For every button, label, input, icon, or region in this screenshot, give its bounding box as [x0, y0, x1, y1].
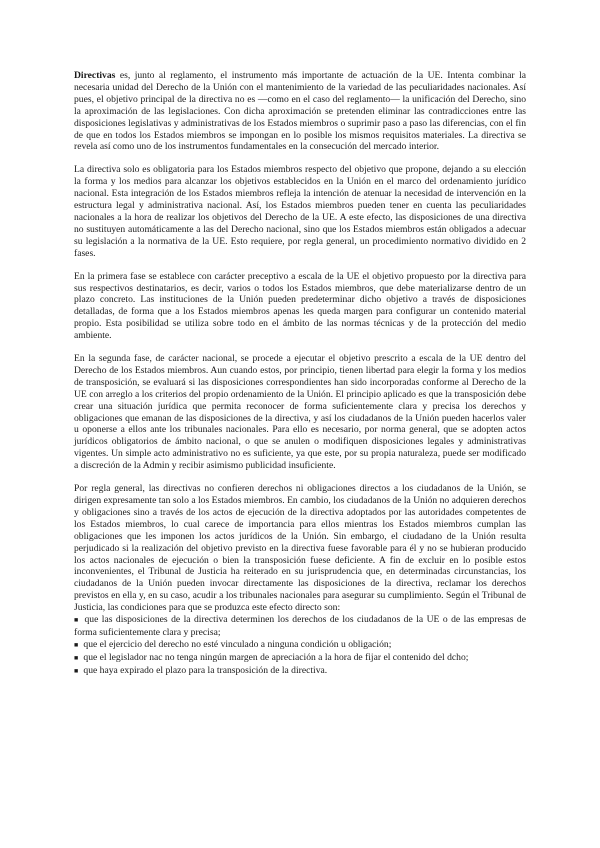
- paragraph-directivas-intro: [74, 70, 526, 153]
- term-directivas: Directivas: [74, 70, 116, 81]
- square-bullet-icon: ■: [74, 666, 79, 675]
- paragraph-segunda-fase: En la segunda fase, de carácter nacional, se procede a ejecutar el objetivo prescrito a escala de la UE dentro del Derecho de los Estados miembros. Aun cuando estos, por principio, tienen libertad para elegir la forma y los medios de transposición, se evaluará si las disposiciones correspondientes han sido incorporadas conforme al Derecho de la UE con arreglo a los criterios del propio ordenamiento de la Unión. El principio aplicado es que la transposición debe crear una situación jurídica que permita reconocer de forma suficientemente clara y precisa los derechos y obligaciones que emanan de las disposiciones de la directiva, y así los ciudadanos de la Unión pueden hacerlos valer u oponerse a ellos ante los tribunales nacionales. Para ello es necesario, por norma general, que se adopten actos jurídicos obligatorios de ámbito nacional, o que se anulen o modifiquen disposiciones legales y administrativas vigentes. Un simple acto administrativo no es suficiente, ya que este, por su propia naturaleza, puede ser modificado a discreción de la Admin y recibir asimismo publicidad insuficiente.: [74, 353, 526, 472]
- paragraph-text: es, junto al reglamento, el instrumento más importante de actuación de la UE. Intenta combinar la necesaria unidad del Derecho de la Unión con el mantenimiento de la variedad de las peculiaridades nacionales. Así pues, el objetivo principal de la directiva no es —como en el caso del reglamento— la unificación del Derecho, sino la aproximación de las legislaciones. Con dicha aproximación se pretenden eliminar las contradicciones entre las disposiciones legislativas y administrativas de los Estados miembros o suprimir paso a paso las diferencias, con el fin de que en todos los Estados miembros se impongan en lo posible los mismos requisitos materiales. La directiva se revela así como uno de los instrumentos fundamentales en la consecución del mercado interior.: [74, 70, 526, 153]
- conditions-list: [74, 614, 526, 678]
- list-item: ■ que el ejercicio del derecho no esté vinculado a ninguna condición u obligación;: [74, 638, 392, 650]
- list-item: ■ que las disposiciones de la directiva determinen los derechos de los ciudadanos de la UE o de las empresas de forma suficientemente clara y precisa;: [74, 614, 526, 638]
- square-bullet-icon: ■: [74, 616, 79, 625]
- paragraph-efecto-directo: Por regla general, las directivas no confieren derechos ni obligaciones directos a los ciudadanos de la Unión, se dirigen expresamente tan solo a los Estados miembros. En cambio, los ciudadanos de la Unión no adquieren derechos y obligaciones sino a través de los actos de ejecución de la directiva adoptados por las autoridades competentes de los Estados miembros, lo cual carece de importancia para ellos mientras los Estados miembros cumplan las obligaciones que les imponen los actos jurídicos de la Unión. Sin embargo, el ciudadano de la Unión resulta perjudicado si la realización del objetivo previsto en la directiva fuese favorable para él y no se hubieran producido los actos nacionales de ejecución o bien la transposición fuese deficiente. A fin de excluir en lo posible estos inconvenientes, el Tribunal de Justicia ha reiterado en su jurisprudencia que, en determinadas circunstancias, los ciudadanos de la Unión pueden invocar directamente las disposiciones de la directiva, reclamar los derechos previstos en ella y, en su caso, acudir a los tribunales nacionales para asegurar su cumplimiento. Según el Tribunal de Justicia, las condiciones para que se produzca este efecto directo son:: [74, 483, 526, 614]
- square-bullet-icon: ■: [74, 640, 79, 649]
- paragraph-primera-fase: En la primera fase se establece con carácter preceptivo a escala de la UE el objetivo propuesto por la directiva para sus respectivos destinatarios, es decir, varios o todos los Estados miembros, que debe materializarse dentro de un plazo concreto. Las instituciones de la Unión pueden predeterminar dicho objetivo a través de disposiciones detalladas, de forma que a los Estados miembros apenas les queda margen para configurar un contenido material propio. Esta posibilidad se utiliza sobre todo en el ámbito de las normas técnicas y de la protección del medio ambiente.: [74, 270, 526, 342]
- list-item: ■ que el legislador nac no tenga ningún margen de apreciación a la hora de fijar el contenido del dcho;: [74, 651, 469, 663]
- square-bullet-icon: ■: [74, 653, 79, 662]
- list-item: ■ que haya expirado el plazo para la transposición de la directiva.: [74, 664, 328, 676]
- paragraph-obligatoriedad: La directiva solo es obligatoria para los Estados miembros respecto del objetivo que propone, dejando a su elección la forma y los medios para alcanzar los objetivos establecidos en la Unión en el marco del ordenamiento jurídico nacional. Esta integración de los Estados miembros refleja la intención de atenuar la necesidad de intervención en la estructura legal y administrativa nacional. Así, los Estados miembros pueden tener en cuenta las peculiaridades nacionales a la hora de realizar los objetivos del Derecho de la UE. A este efecto, las disposiciones de una directiva no sustituyen automáticamente a las del Derecho nacional, sino que los Estados miembros están obligados a adecuar su legislación a la normativa de la UE. Esto requiere, por regla general, un procedimiento normativo dividido en 2 fases.: [74, 164, 526, 259]
